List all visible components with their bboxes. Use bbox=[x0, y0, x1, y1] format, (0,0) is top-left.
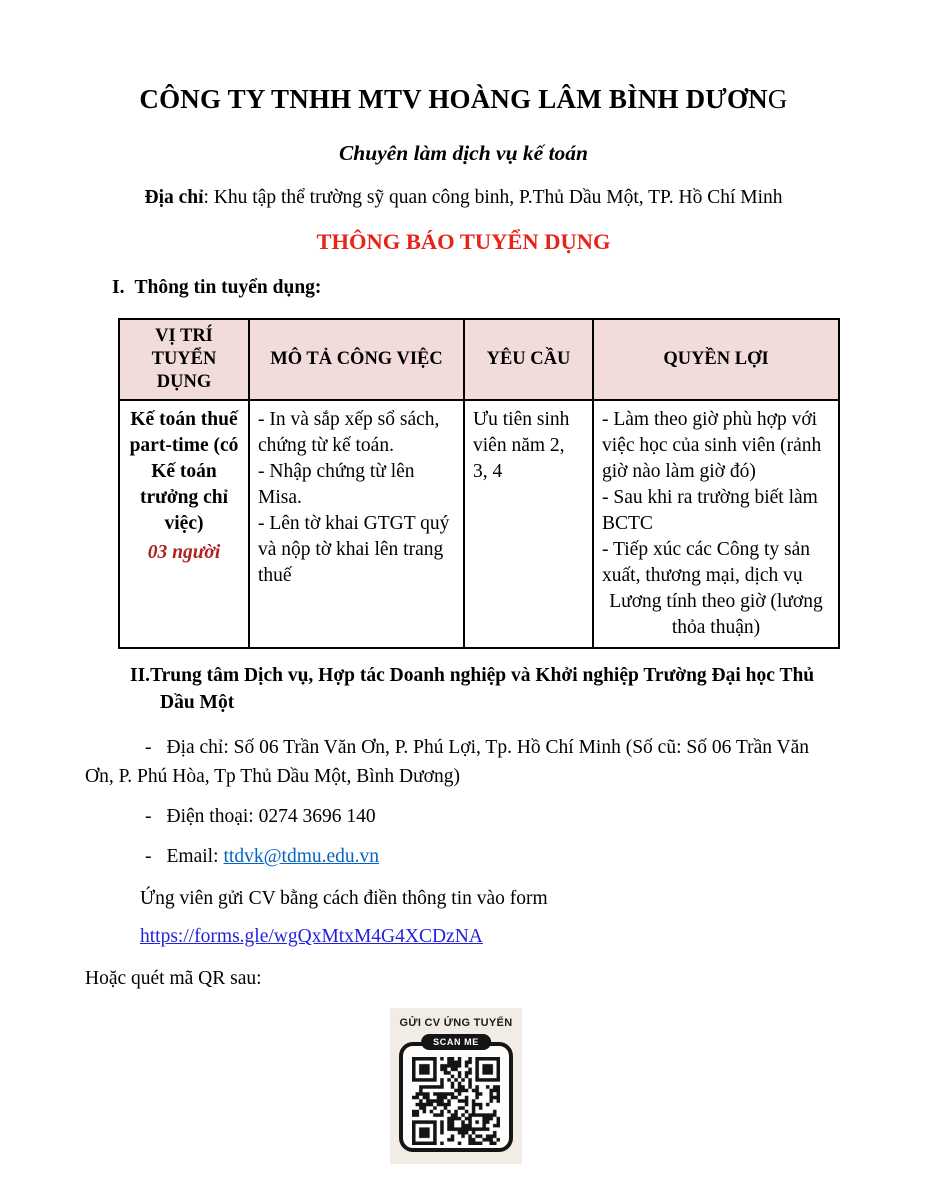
address-text: : Khu tập thể trường sỹ quan công binh, P.Thủ Dầu Một, TP. Hồ Chí Minh bbox=[203, 187, 783, 208]
contact-list bbox=[85, 734, 838, 871]
google-form-link[interactable]: https://forms.gle/wgQxMtxM4G4XCDzNA bbox=[140, 926, 483, 948]
task-item: - Nhập chứng từ lên Misa. bbox=[258, 461, 415, 509]
recruitment-table bbox=[118, 318, 840, 649]
company-title-bold: CÔNG TY TNHH MTV HOÀNG LÂM BÌNH DƯƠN bbox=[139, 84, 768, 114]
list-item-email bbox=[85, 843, 838, 871]
center-address-text: Địa chỉ: Số 06 Trần Văn Ơn, P. Phú Lợi, Tp. Hồ Chí Minh (Số cũ: Số 06 Trần Văn Ơn, P. Phú Hòa, Tp Thủ Dầu Một, Bình Dương) bbox=[85, 737, 810, 787]
section2-number: II. bbox=[130, 664, 151, 686]
position-headcount: 03 người bbox=[147, 541, 221, 563]
section2-title: Trung tâm Dịch vụ, Hợp tác Doanh nghiệp và Khởi nghiệp Trường Đại học Thủ Dầu Một bbox=[150, 664, 815, 713]
dash-bullet: - bbox=[145, 846, 152, 868]
cell-requirement bbox=[464, 400, 593, 647]
scan-me-badge: SCAN ME bbox=[421, 1034, 491, 1050]
table-header-row bbox=[119, 319, 839, 400]
requirement-text: Ưu tiên sinh viên năm 2, 3, 4 bbox=[473, 409, 570, 483]
table-row bbox=[119, 400, 839, 647]
task-item: - Lên tờ khai GTGT quý và nộp tờ khai lên trang thuế bbox=[258, 513, 450, 586]
list-item-address bbox=[85, 734, 838, 791]
task-item: - In và sắp xếp sổ sách, chứng từ kế toán. bbox=[258, 409, 440, 457]
cell-position bbox=[119, 400, 249, 647]
company-title-tail: G bbox=[767, 84, 788, 114]
company-title bbox=[0, 0, 927, 115]
column-header-requirement: YÊU CẦU bbox=[464, 319, 593, 400]
benefit-item: - Làm theo giờ phù hợp với việc học của sinh viên (rảnh giờ nào làm giờ đó) bbox=[602, 409, 822, 483]
column-header-position: VỊ TRÍ TUYỂN DỤNG bbox=[119, 319, 249, 400]
cv-instruction-text: Ứng viên gửi CV bằng cách điền thông tin vào form bbox=[140, 888, 548, 910]
company-address-line bbox=[0, 187, 927, 209]
form-link-line bbox=[140, 926, 927, 948]
qr-code-image bbox=[412, 1057, 500, 1145]
section1-title: Thông tin tuyển dụng: bbox=[134, 277, 322, 298]
qr-frame bbox=[399, 1037, 513, 1152]
announcement-heading: THÔNG BÁO TUYỂN DỤNG bbox=[316, 229, 611, 254]
company-tagline: Chuyên làm dịch vụ kế toán bbox=[338, 141, 589, 165]
cell-description bbox=[249, 400, 464, 647]
benefit-salary-note: Lương tính theo giờ (lương thỏa thuận) bbox=[609, 590, 823, 638]
dash-bullet: - bbox=[145, 805, 152, 827]
list-item-phone bbox=[85, 803, 838, 831]
section2-heading bbox=[130, 662, 839, 717]
dash-bullet: - bbox=[145, 737, 152, 759]
qr-card bbox=[390, 1008, 522, 1164]
phone-text: Điện thoại: 0274 3696 140 bbox=[166, 805, 376, 827]
section1-number: I. bbox=[112, 277, 125, 298]
email-link[interactable]: ttdvk@tdmu.edu.vn bbox=[223, 846, 380, 868]
column-header-description: MÔ TẢ CÔNG VIỆC bbox=[249, 319, 464, 400]
benefit-item: - Tiếp xúc các Công ty sản xuất, thương mại, dịch vụ bbox=[602, 538, 810, 586]
address-label: Địa chỉ bbox=[144, 187, 204, 208]
position-title: Kế toán thuế part-time (có Kế toán trưởng chỉ việc) bbox=[129, 409, 239, 535]
cell-benefits bbox=[593, 400, 839, 647]
column-header-benefits: QUYỀN LỢI bbox=[593, 319, 839, 400]
section1-heading bbox=[112, 277, 927, 299]
qr-instruction-text: Hoặc quét mã QR sau: bbox=[85, 968, 262, 990]
benefit-item: - Sau khi ra trường biết làm BCTC bbox=[602, 487, 818, 535]
qr-card-title: GỬI CV ỨNG TUYỂN bbox=[399, 1017, 513, 1030]
email-label: Email: bbox=[166, 846, 219, 868]
